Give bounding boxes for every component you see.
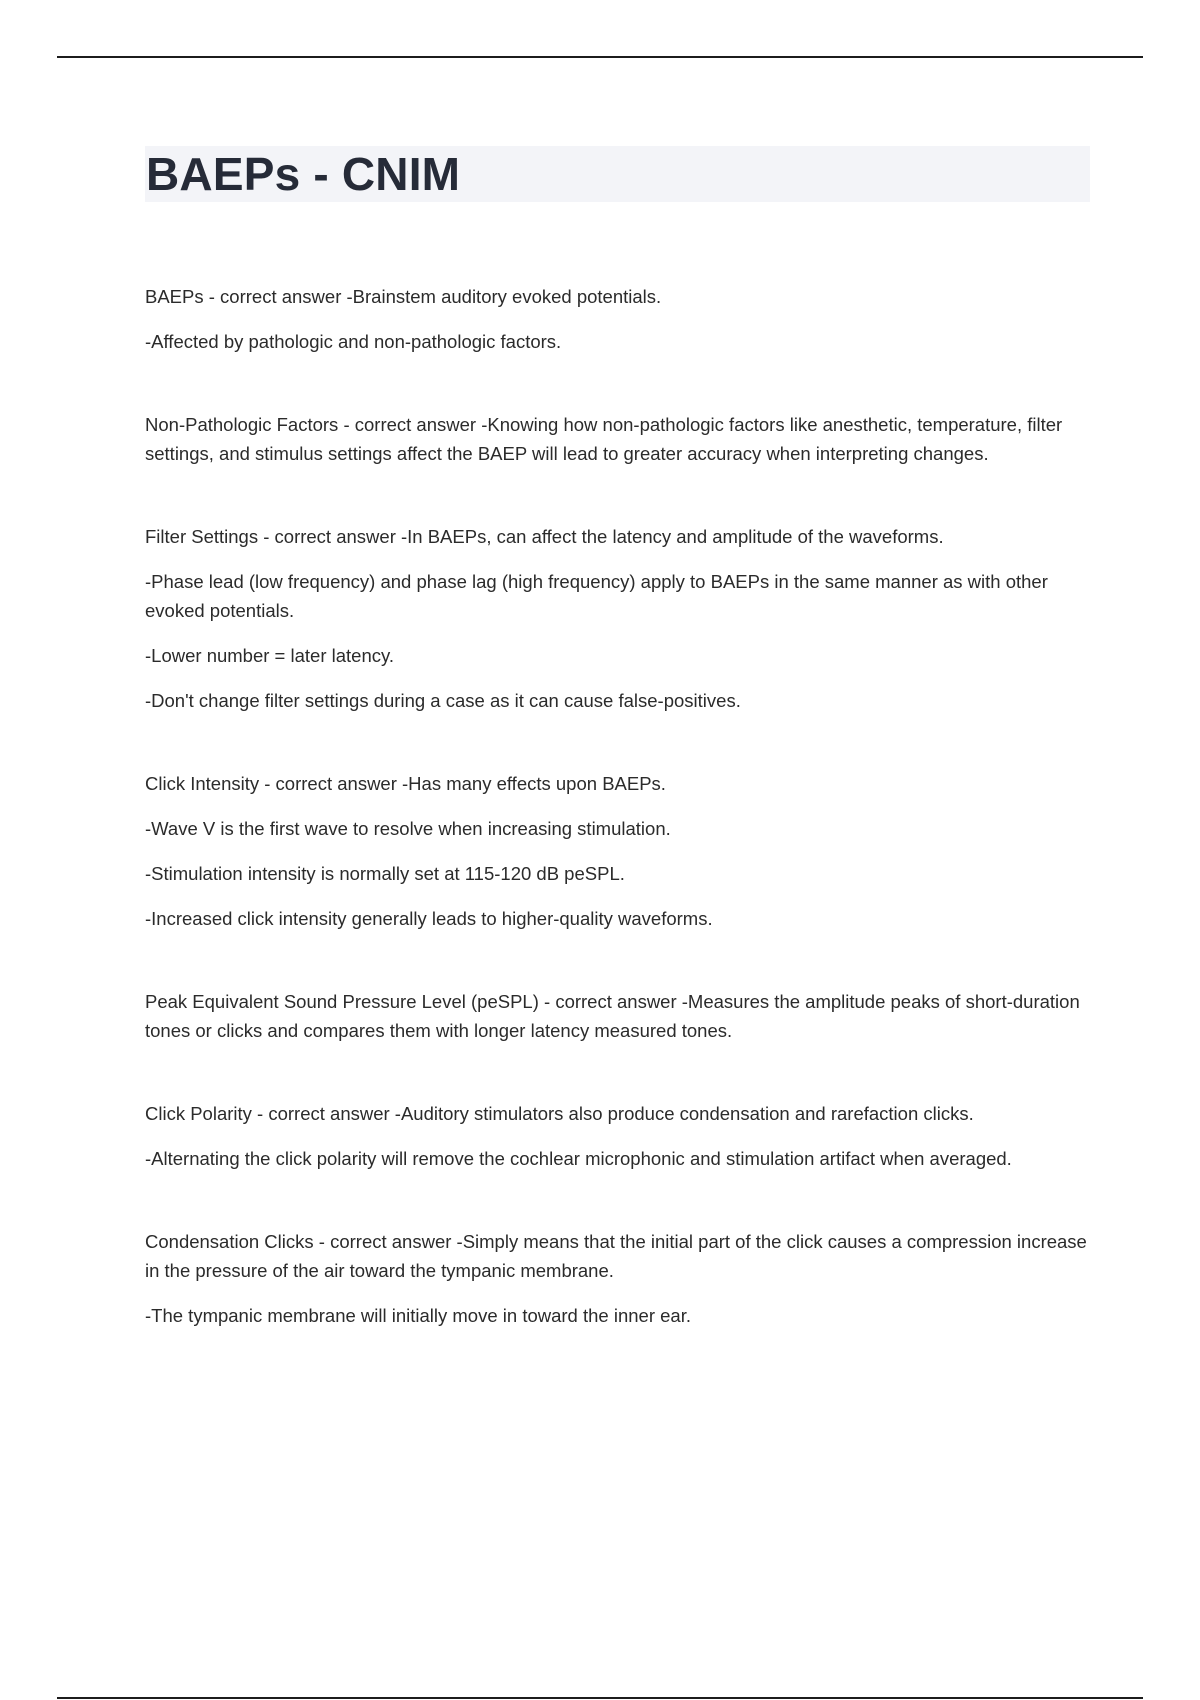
qa-text: -Phase lead (low frequency) and phase lag (high frequency) apply to BAEPs in the same manner as with other evoked potentials. bbox=[145, 571, 1048, 621]
qa-text: -Stimulation intensity is normally set at 115-120 dB peSPL. bbox=[145, 863, 625, 884]
qa-entry bbox=[145, 1227, 1090, 1330]
document-page bbox=[145, 146, 1090, 1326]
qa-text: Click Intensity - correct answer -Has many effects upon BAEPs. bbox=[145, 773, 666, 794]
title-band bbox=[145, 146, 1090, 202]
bottom-divider bbox=[57, 1697, 1143, 1699]
qa-text: -Wave V is the first wave to resolve when increasing stimulation. bbox=[145, 818, 671, 839]
qa-list bbox=[145, 282, 1090, 1384]
qa-entry bbox=[145, 987, 1090, 1045]
qa-text: Peak Equivalent Sound Pressure Level (peSPL) - correct answer -Measures the amplitude peaks of short-duration tones or clicks and compares them with longer latency measured tones. bbox=[145, 991, 1080, 1041]
qa-text: Non-Pathologic Factors - correct answer -Knowing how non-pathologic factors like anesthetic, temperature, filter settings, and stimulus settings affect the BAEP will lead to greater accuracy when interpreting changes. bbox=[145, 414, 1063, 464]
top-divider bbox=[57, 56, 1143, 58]
qa-entry bbox=[145, 282, 1090, 356]
qa-text: -Don't change filter settings during a case as it can cause false-positives. bbox=[145, 690, 741, 711]
qa-text: -The tympanic membrane will initially move in toward the inner ear. bbox=[145, 1305, 691, 1326]
qa-text: Click Polarity - correct answer -Auditory stimulators also produce condensation and rarefaction clicks. bbox=[145, 1103, 974, 1124]
qa-text: -Lower number = later latency. bbox=[145, 645, 395, 666]
qa-text: -Increased click intensity generally leads to higher-quality waveforms. bbox=[145, 908, 713, 929]
qa-entry bbox=[145, 410, 1090, 468]
qa-text: -Affected by pathologic and non-pathologic factors. bbox=[145, 331, 562, 352]
qa-entry bbox=[145, 1099, 1090, 1173]
qa-entry bbox=[145, 522, 1090, 715]
qa-text: BAEPs - correct answer -Brainstem auditory evoked potentials. bbox=[145, 286, 662, 307]
qa-text: Condensation Clicks - correct answer -Simply means that the initial part of the click causes a compression increase in the pressure of the air toward the tympanic membrane. bbox=[145, 1231, 1087, 1281]
qa-text: Filter Settings - correct answer -In BAEPs, can affect the latency and amplitude of the waveforms. bbox=[145, 526, 944, 547]
document-title: BAEPs - CNIM bbox=[146, 148, 461, 200]
qa-text: -Alternating the click polarity will remove the cochlear microphonic and stimulation artifact when averaged. bbox=[145, 1148, 1012, 1169]
qa-entry bbox=[145, 769, 1090, 933]
